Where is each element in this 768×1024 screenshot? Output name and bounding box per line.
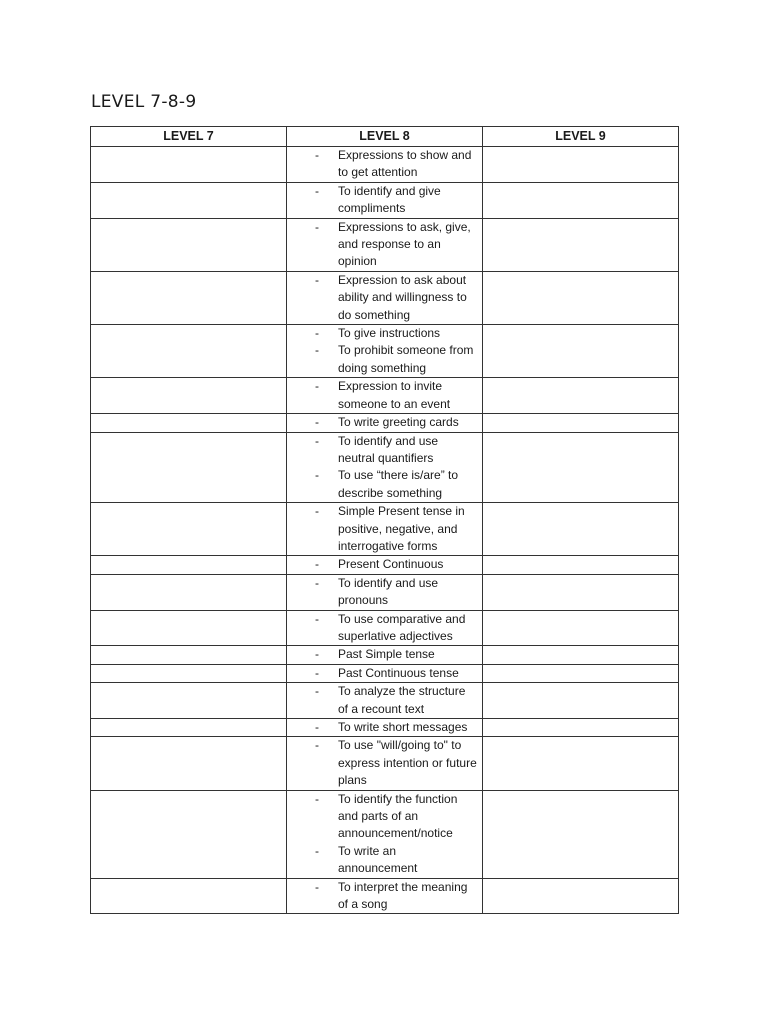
column-header-level-9: LEVEL 9: [483, 127, 679, 147]
level-7-cell: [91, 378, 287, 414]
bullet-dash: -: [315, 504, 319, 519]
level-8-item-list: [287, 378, 482, 413]
level-8-item-list: [287, 791, 482, 878]
level-8-item-list: [287, 147, 482, 182]
level-7-cell: [91, 719, 287, 737]
list-item: [287, 611, 482, 646]
level-8-cell: [287, 790, 483, 878]
level-7-cell: [91, 218, 287, 271]
level-8-cell: [287, 556, 483, 574]
level-7-cell: [91, 182, 287, 218]
level-8-cell: [287, 325, 483, 378]
level-8-cell: [287, 271, 483, 324]
list-item: [287, 791, 482, 843]
list-item-text: Past Simple tense: [338, 647, 435, 662]
table-header-row: [91, 127, 679, 147]
level-9-cell: [483, 556, 679, 574]
level-9-cell: [483, 147, 679, 183]
level-8-item-list: [287, 433, 482, 503]
level-8-cell: [287, 610, 483, 646]
list-item-text: Simple Present tense in positive, negative, and interrogative forms: [338, 504, 465, 553]
table-row: [91, 878, 679, 914]
list-item: [287, 325, 482, 342]
level-9-cell: [483, 574, 679, 610]
bullet-dash: -: [315, 219, 319, 234]
level-8-item-list: [287, 879, 482, 914]
table-row: [91, 414, 679, 432]
table-row: [91, 432, 679, 503]
table-row: [91, 737, 679, 790]
level-7-cell: [91, 610, 287, 646]
bullet-dash: -: [315, 575, 319, 590]
level-7-cell: [91, 683, 287, 719]
level-8-cell: [287, 218, 483, 271]
list-item: [287, 737, 482, 789]
level-8-item-list: [287, 325, 482, 377]
bullet-dash: -: [315, 148, 319, 162]
level-9-cell: [483, 432, 679, 503]
list-item-text: Expressions to show and to get attention: [338, 148, 472, 180]
level-7-cell: [91, 414, 287, 432]
level-8-cell: [287, 414, 483, 432]
level-7-cell: [91, 878, 287, 914]
list-item: [287, 433, 482, 468]
level-8-item-list: [287, 575, 482, 610]
level-8-item-list: [287, 683, 482, 718]
level-8-item-list: [287, 414, 482, 431]
level-8-item-list: [287, 556, 482, 573]
bullet-dash: -: [315, 647, 319, 662]
list-item-text: To use comparative and superlative adjectives: [338, 611, 466, 643]
level-7-cell: [91, 790, 287, 878]
page-title: LEVEL 7-8-9: [91, 92, 197, 112]
list-item-text: Expression to ask about ability and willingness to do something: [338, 272, 467, 322]
table-row: [91, 218, 679, 271]
list-item-text: To give instructions: [338, 326, 441, 341]
level-8-item-list: [287, 219, 482, 271]
list-item-text: To use “there is/are” to describe something: [338, 468, 459, 500]
level-7-cell: [91, 574, 287, 610]
list-item: [287, 719, 482, 736]
level-8-cell: [287, 737, 483, 790]
level-9-cell: [483, 271, 679, 324]
bullet-dash: -: [315, 684, 319, 699]
bullet-dash: -: [315, 183, 319, 198]
list-item: [287, 843, 482, 878]
table-row: [91, 683, 679, 719]
level-7-cell: [91, 325, 287, 378]
level-8-item-list: [287, 646, 482, 663]
list-item-text: Present Continuous: [338, 557, 444, 572]
list-item: [287, 467, 482, 502]
list-item-text: To write an announcement: [338, 843, 418, 876]
list-item: [287, 879, 482, 914]
level-8-item-list: [287, 719, 482, 736]
level-8-cell: [287, 664, 483, 682]
bullet-dash: -: [315, 433, 319, 448]
list-item-text: Expression to invite someone to an event: [338, 379, 451, 411]
level-9-cell: [483, 325, 679, 378]
column-header-level-7: LEVEL 7: [91, 127, 287, 147]
bullet-dash: -: [315, 843, 319, 858]
list-item: [287, 503, 482, 555]
level-8-item-list: [287, 503, 482, 555]
list-item: [287, 342, 482, 377]
table-row: [91, 147, 679, 183]
list-item-text: Past Continuous tense: [338, 665, 459, 680]
level-8-cell: [287, 683, 483, 719]
bullet-dash: -: [315, 557, 319, 572]
level-8-cell: [287, 503, 483, 556]
level-7-cell: [91, 432, 287, 503]
bullet-dash: -: [315, 720, 319, 734]
level-8-item-list: [287, 737, 482, 789]
level-8-cell: [287, 147, 483, 183]
list-item: [287, 147, 482, 182]
level-8-item-list: [287, 665, 482, 682]
level-9-cell: [483, 790, 679, 878]
level-7-cell: [91, 737, 287, 790]
bullet-dash: -: [315, 791, 319, 806]
level-9-cell: [483, 683, 679, 719]
list-item-text: To identify and use pronouns: [338, 575, 439, 608]
list-item: [287, 683, 482, 718]
table-row: [91, 790, 679, 878]
level-8-item-list: [287, 272, 482, 324]
curriculum-table: [90, 126, 679, 914]
list-item-text: To identify and use neutral quantifiers: [338, 433, 439, 465]
bullet-dash: -: [315, 611, 319, 626]
table-row: [91, 378, 679, 414]
list-item: [287, 575, 482, 610]
level-8-cell: [287, 646, 483, 664]
bullet-dash: -: [315, 879, 319, 894]
list-item-text: To prohibit someone from doing something: [338, 343, 474, 375]
list-item-text: Expressions to ask, give, and response to an opinion: [338, 219, 471, 269]
level-7-cell: [91, 646, 287, 664]
level-8-cell: [287, 574, 483, 610]
level-9-cell: [483, 878, 679, 914]
level-8-cell: [287, 378, 483, 414]
table-row: [91, 271, 679, 324]
level-8-cell: [287, 878, 483, 914]
level-8-item-list: [287, 183, 482, 218]
list-item: [287, 272, 482, 324]
level-9-cell: [483, 719, 679, 737]
level-8-item-list: [287, 611, 482, 646]
bullet-dash: -: [315, 415, 319, 430]
table-row: [91, 664, 679, 682]
table-row: [91, 574, 679, 610]
level-8-cell: [287, 719, 483, 737]
table-row: [91, 610, 679, 646]
list-item: [287, 378, 482, 413]
level-7-cell: [91, 556, 287, 574]
table-body: [91, 147, 679, 914]
level-7-cell: [91, 147, 287, 183]
bullet-dash: -: [315, 326, 319, 341]
bullet-dash: -: [315, 738, 319, 753]
level-8-cell: [287, 182, 483, 218]
table-row: [91, 556, 679, 574]
list-item: [287, 646, 482, 663]
list-item: [287, 414, 482, 431]
table-row: [91, 182, 679, 218]
level-7-cell: [91, 271, 287, 324]
bullet-dash: -: [315, 468, 319, 483]
list-item-text: To write short messages: [338, 720, 468, 734]
list-item: [287, 665, 482, 682]
bullet-dash: -: [315, 343, 319, 358]
table-row: [91, 719, 679, 737]
list-item-text: To identify the function and parts of an announcement/notice: [338, 791, 458, 841]
table-row: [91, 646, 679, 664]
level-8-cell: [287, 432, 483, 503]
table-row: [91, 503, 679, 556]
table-row: [91, 325, 679, 378]
level-9-cell: [483, 378, 679, 414]
level-9-cell: [483, 218, 679, 271]
list-item-text: To analyze the structure of a recount text: [338, 684, 466, 716]
list-item-text: To identify and give compliments: [338, 183, 441, 216]
list-item: [287, 219, 482, 271]
list-item: [287, 556, 482, 573]
bullet-dash: -: [315, 379, 319, 394]
level-9-cell: [483, 610, 679, 646]
level-7-cell: [91, 503, 287, 556]
level-9-cell: [483, 646, 679, 664]
level-7-cell: [91, 664, 287, 682]
list-item: [287, 183, 482, 218]
list-item-text: To interpret the meaning of a song: [338, 879, 468, 912]
level-9-cell: [483, 182, 679, 218]
level-9-cell: [483, 664, 679, 682]
column-header-level-8: LEVEL 8: [287, 127, 483, 147]
bullet-dash: -: [315, 272, 319, 287]
level-9-cell: [483, 737, 679, 790]
list-item-text: To use "will/going to" to express intention or future plans: [338, 738, 477, 788]
level-9-cell: [483, 503, 679, 556]
bullet-dash: -: [315, 665, 319, 680]
list-item-text: To write greeting cards: [338, 415, 459, 430]
level-9-cell: [483, 414, 679, 432]
